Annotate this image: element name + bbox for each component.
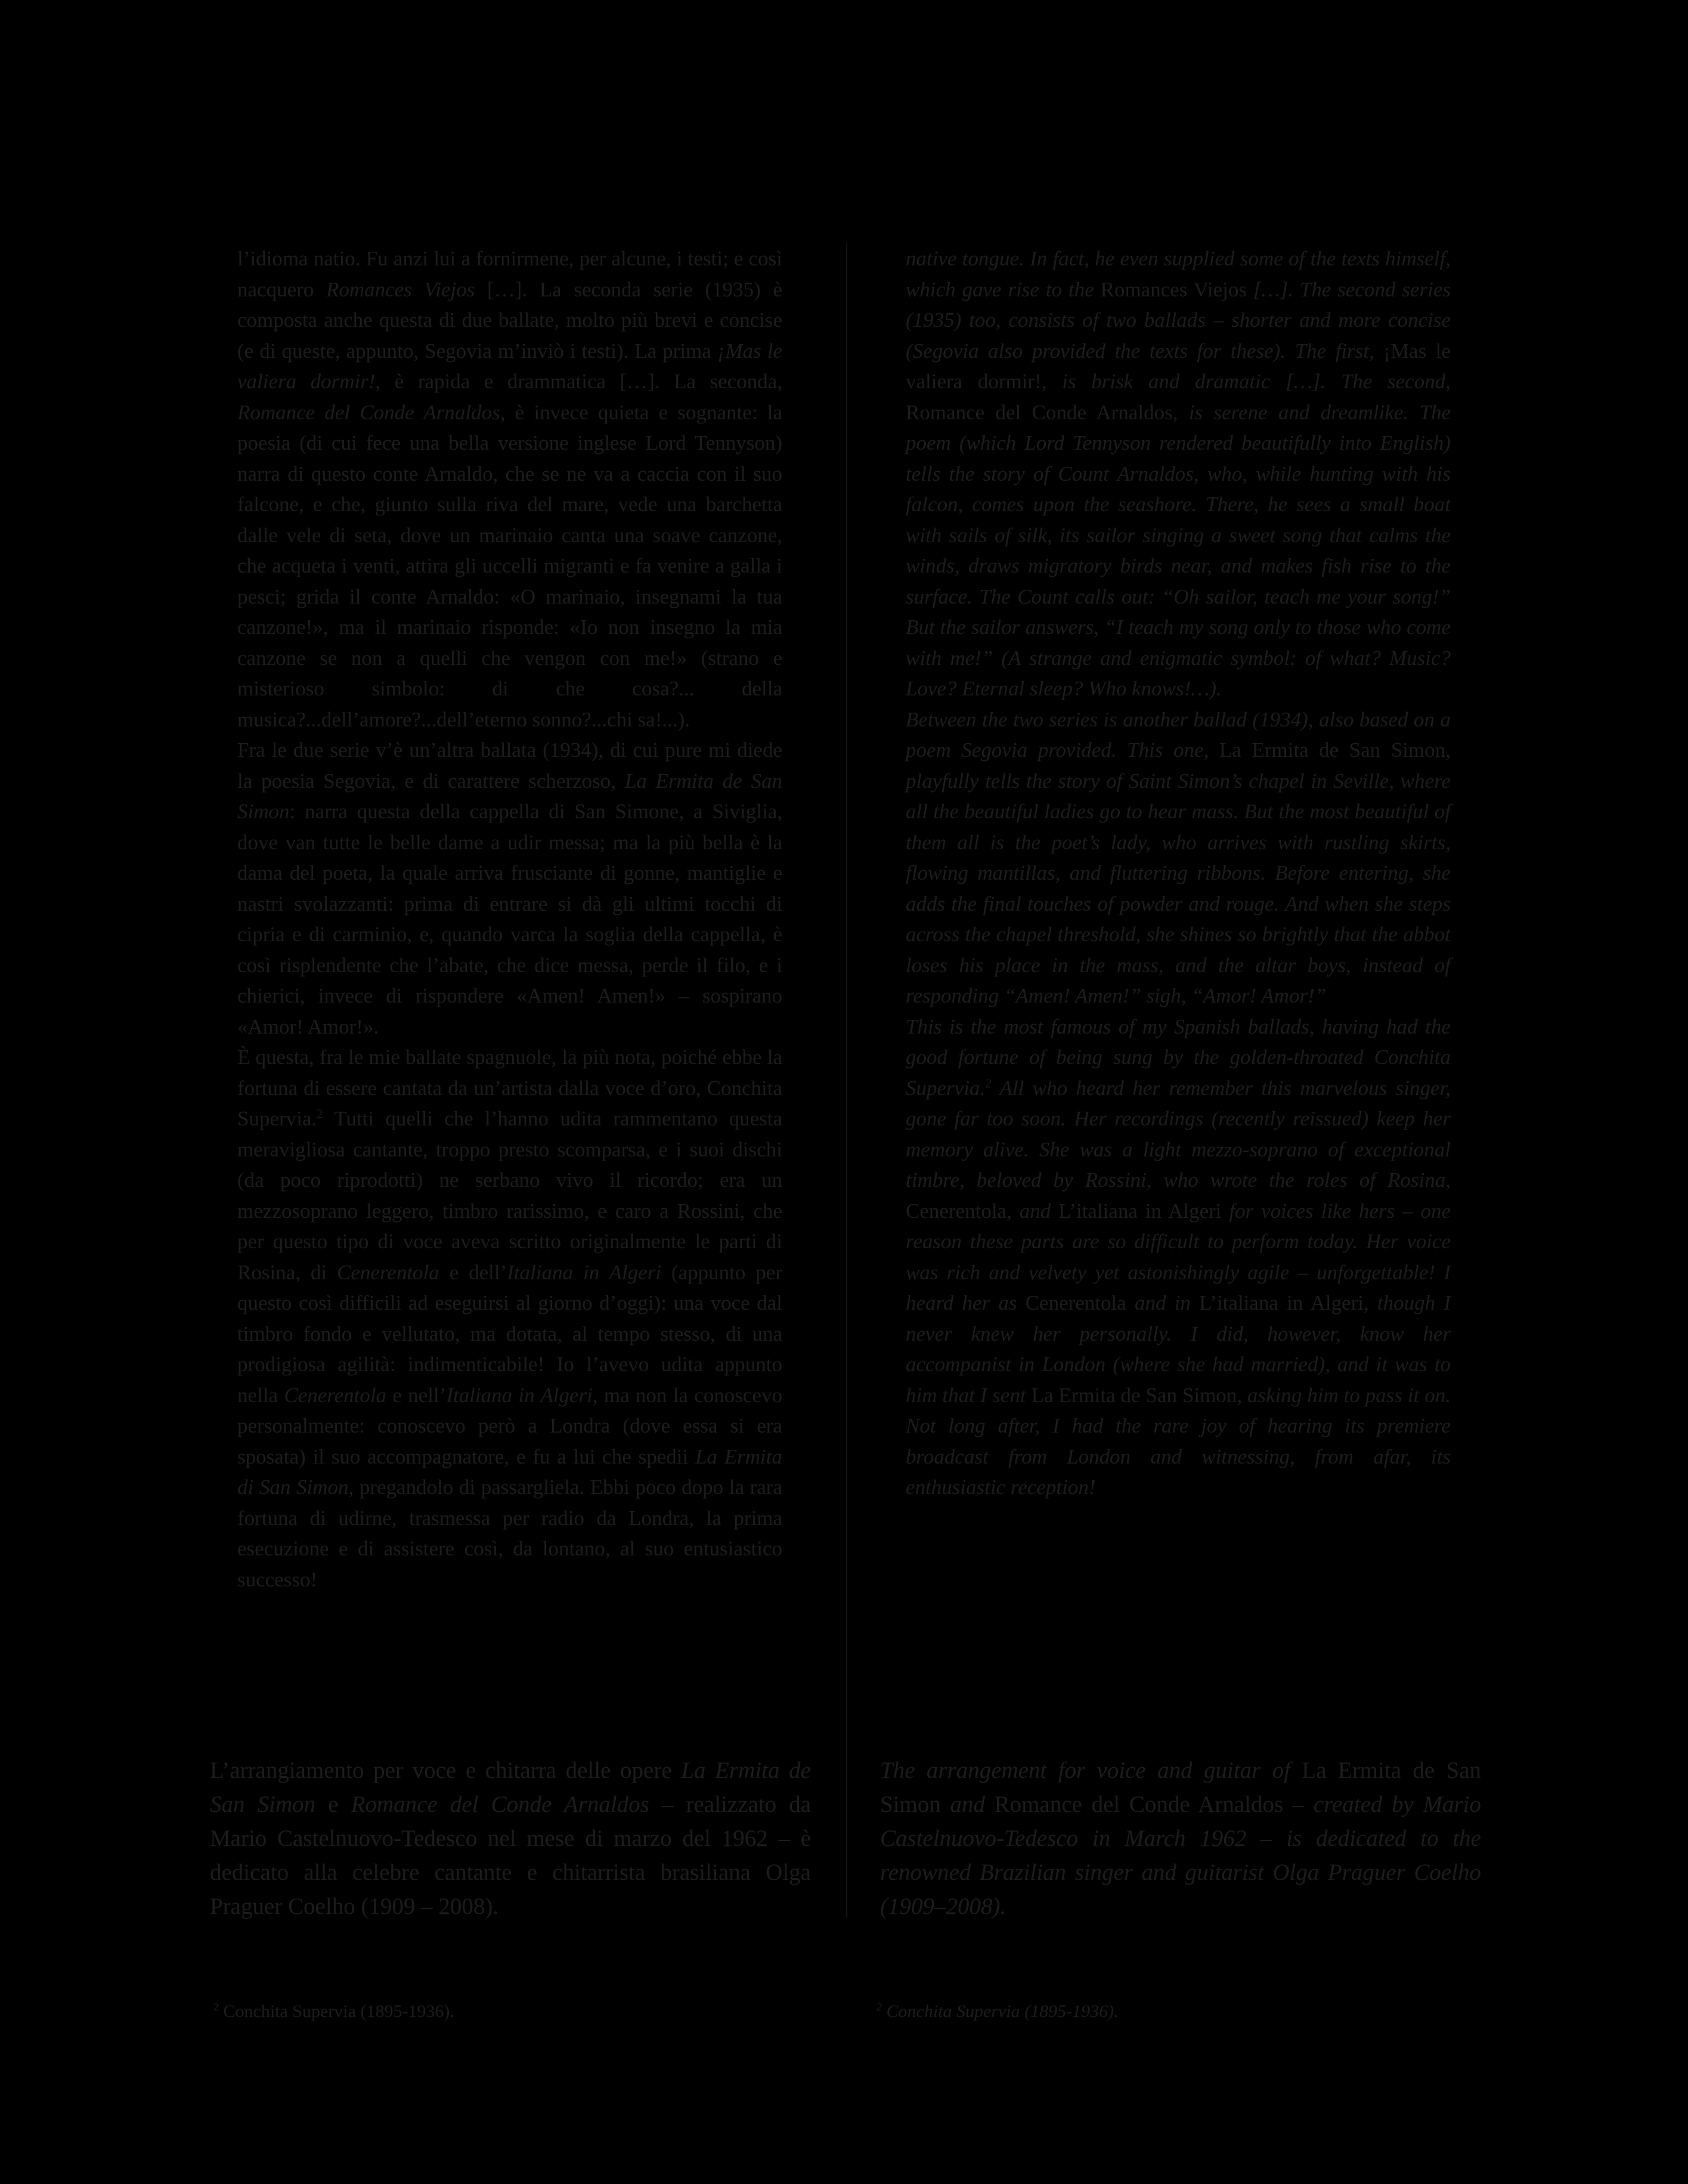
column-divider — [846, 243, 847, 1918]
text-run: , is serene and dreamlike. The poem (which Lord Tennyson rendered beautifully into English) tells the story of Count Arnaldos, who, while hunting with his falcon, comes upon the seashore. There, he sees a small boat with sails of silk, its sailor singing a sweet song that calms the winds, draws migratory birds near, and makes fish rise to the surface. The Count calls out: “Oh sailor, teach me your song!” But the sailor answers, “I teach my song only to those who come with me!” (A strange and enigmatic symbol: of what? Music? Love? Eternal sleep? Who knows!…). — [906, 400, 1451, 700]
title-run: Cenerentola — [1025, 1291, 1126, 1314]
text-run: e nell’ — [386, 1383, 447, 1407]
italian-paragraph — [237, 735, 782, 1042]
title-run: Romance del Conde Arnaldos — [237, 400, 500, 424]
text-run: e dell’ — [439, 1260, 507, 1284]
italian-paragraph — [237, 1042, 782, 1595]
title-run: Cenerentola — [906, 1199, 1007, 1223]
footnote-marker: 2 — [317, 1106, 323, 1121]
title-run: ¡Mas le valiera dormir! — [906, 339, 1451, 393]
title-run: L’italiana in Algeri — [1199, 1291, 1364, 1314]
text-run: , è invece quieta e sognante: la poesia (di cui fece una bella versione inglese Lord Tennyson) narra di questo conte Arnaldo, che se ne va a caccia con il suo falcone, e che, giunto sulla riva del mare, vede una barchetta dalle vele di seta, dove un marinaio canta una soave canzone, che acqueta i venti, attira gli uccelli migranti e fa venire a galla i pesci; grida il conte Arnaldo: «O marinaio, insegnami la tua canzone!», ma il marinaio risponde: «Io non insegno la mia canzone se non a quelli che vengon con me!» (strano e misterioso simbolo: di che cosa?... della musica?...dell’amore?...dell’eterno sonno?...chi sa!...). — [237, 400, 783, 731]
title-run: Romances Viejos — [1100, 277, 1247, 301]
title-run: La Ermita de San Simon — [1031, 1383, 1237, 1407]
text-run: , asking him to pass it on. Not long after, I had the rare joy of hearing its premiere broadcast from London and witnessing, from afar, its enthusiastic reception! — [906, 1383, 1451, 1499]
english-paragraph — [906, 704, 1451, 1011]
title-run: L’italiana in Algeri — [1058, 1199, 1222, 1223]
english-arrangement-note — [880, 1753, 1481, 1923]
text-run: , pregandolo di passargliela. Ebbi poco dopo la rara fortuna di udirne, trasmessa per radio da Londra, la prima esecuzione e di assistere così, da lontano, al suo entusiastico successo! — [237, 1475, 782, 1591]
footnote-marker: 2 — [876, 2001, 882, 2013]
text-run: , playfully tells the story of Saint Simon’s chapel in Seville, where all the beautiful ladies go to hear mass. But the most beautiful of them all is the poet’s lady, who arrives with rustling skirts, flowing mantillas, and fluttering ribbons. Before entering, she adds the final touches of powder and rouge. And when she steps across the chapel threshold, she shines so brightly that the abbot loses his place in the mass, and the altar boys, instead of responding “Amen! Amen!” sigh, “Amor! Amor!” — [906, 738, 1451, 1007]
title-run: Italiana in Algeri — [446, 1383, 593, 1407]
text-run: L’arrangiamento per voce e chitarra delle opere — [210, 1758, 682, 1783]
title-run: Romances Viejos — [326, 277, 475, 301]
text-run: The arrangement for voice and guitar of — [880, 1758, 1302, 1783]
footnote-marker: 2 — [213, 2001, 219, 2013]
text-run: Between the two series is another ballad (1934), also based on a poem Segovia provided. This one, — [906, 707, 1451, 762]
text-run: and — [940, 1792, 995, 1817]
italian-arrangement-note — [210, 1753, 811, 1923]
italian-main-text — [237, 243, 782, 1595]
text-run: : narra questa della cappella di San Simone, a Siviglia, dove van tutte le belle dame a udir messa; ma la più bella è la dama del poeta, la quale arriva frusciante di gonne, mantiglie e nastri svolazzanti: prima di entrare si dà gli ultimi tocchi di cipria e di carminio, e, quando varca la soglia della cappella, è così risplendente che l’abate, che dice messa, perde il filo, e i chierici, invece di rispondere «Amen! Amen!» – sospirano «Amor! Amor!». — [237, 800, 782, 1038]
title-run: Cenerentola — [284, 1383, 387, 1407]
title-run: Romance del Conde Arnaldos — [994, 1792, 1284, 1817]
title-run: La Ermita di San Simon — [237, 1444, 782, 1499]
text-run: , ma non la conoscevo personalmente: conoscevo però a Londra (dove essa si era sposata) il suo accompagnatore, e fu a lui che spedii — [237, 1383, 782, 1468]
text-run: Conchita Supervia (1895-1936). — [219, 2002, 454, 2021]
title-run: La Ermita de San Simon — [880, 1758, 1482, 1817]
text-run: , though I never knew her personally. I did, however, know her accompanist in London (where she had married), and it was to him that I sent — [906, 1291, 1451, 1407]
text-run: All who heard her remember this marvelous singer, gone far too soon. Her recordings (recently reissued) keep her memory alive. She was a light mezzo-soprano of exceptional timbre, beloved by Rossini, who wrote the roles of Rosina, — [906, 1076, 1451, 1192]
text-run: , è rapida e drammatica […]. La seconda, — [375, 370, 782, 393]
title-run: La Ermita de San Simon — [210, 1758, 811, 1817]
text-run: This is the most famous of my Spanish ballads, having had the good fortune of being sung by the golden-throated Conchita Supervia. — [906, 1014, 1451, 1100]
english-paragraph — [906, 243, 1451, 704]
title-run: Cenerentola — [337, 1260, 439, 1284]
text-run: , and — [1006, 1199, 1059, 1223]
text-run: e — [315, 1792, 351, 1817]
text-run: l’idioma natio. Fu anzi lui a fornirmene, per alcune, i testi; e così nacquero — [237, 247, 782, 301]
text-run: Fra le due serie v’è un’altra ballata (1934), di cui pure mi diede la poesia Segovia, e di carattere scherzoso, — [237, 738, 782, 793]
text-run: and in — [1126, 1291, 1200, 1314]
text-run: (appunto per questo così difficili ad eseguirsi al giorno d’oggi): una voce dal timbro fondo e vellutato, ma dotata, al tempo stesso, di una prodigiosa agilità: indimenticabile! Io l’avevo udita appunto nella — [237, 1260, 782, 1407]
text-run: […]. The second series (1935) too, consists of two ballads – shorter and more concise (Segovia also provided the texts for these). The first, — [906, 277, 1451, 363]
english-main-text — [906, 243, 1451, 1503]
english-footnote — [876, 2001, 1119, 2022]
text-run: – realizzato da Mario Castelnuovo-Tedesco nel mese di marzo del 1962 – è dedicato alla celebre cantante e chitarrista brasiliana Olga Praguer Coelho (1909 – 2008). — [210, 1792, 812, 1919]
italian-paragraph — [237, 243, 782, 735]
text-run: Tutti quelli che l’hanno udita rammentano questa meravigliosa cantante, troppo presto scomparsa, e i suoi dischi (da poco riprodotti) ne serbano vivo il ricordo; era un mezzosoprano leggero, timbro rarissimo, e caro a Rossini, che per questo tipo di voce aveva scritto originalmente le parti di Rosina, di — [237, 1107, 782, 1284]
footnote-marker: 2 — [985, 1075, 992, 1090]
text-run: – created by Mario Castelnuovo-Tedesco in March 1962 – is dedicated to the renowned Brazilian singer and guitarist Olga Praguer Coelho (1909–2008). — [880, 1792, 1481, 1919]
title-run: Romance del Conde Arnaldos — [351, 1792, 649, 1817]
text-run: […]. La seconda serie (1935) è composta anche questa di due ballate, molto più brevi e concise (e di queste, appunto, Segovia m’inviò i testi). La prima — [237, 277, 782, 363]
text-run: for voices like hers – one reason these parts are so difficult to perform today. Her voice was rich and velvety yet astonishingly agile – unforgettable! I heard her as — [906, 1199, 1451, 1314]
title-run: Italiana in Algeri — [507, 1260, 662, 1284]
text-run: , is brisk and dramatic […]. The second, — [1041, 370, 1451, 393]
text-run: Conchita Supervia (1895-1936). — [882, 2002, 1119, 2021]
title-run: La Ermita de San Simon — [1219, 738, 1446, 762]
title-run: La Ermita de San Simon — [237, 769, 782, 823]
text-run: native tongue. In fact, he even supplied some of the texts himself, which gave rise to the — [906, 247, 1451, 301]
english-paragraph — [906, 1011, 1451, 1503]
title-run: ¡Mas le valiera dormir! — [237, 339, 782, 393]
italian-footnote — [213, 2001, 454, 2022]
text-run: È questa, fra le mie ballate spagnuole, la più nota, poiché ebbe la fortuna di essere cantata da un’artista dalla voce d’oro, Conchita Supervia. — [237, 1045, 782, 1130]
title-run: Romance del Conde Arnaldos — [906, 400, 1173, 424]
